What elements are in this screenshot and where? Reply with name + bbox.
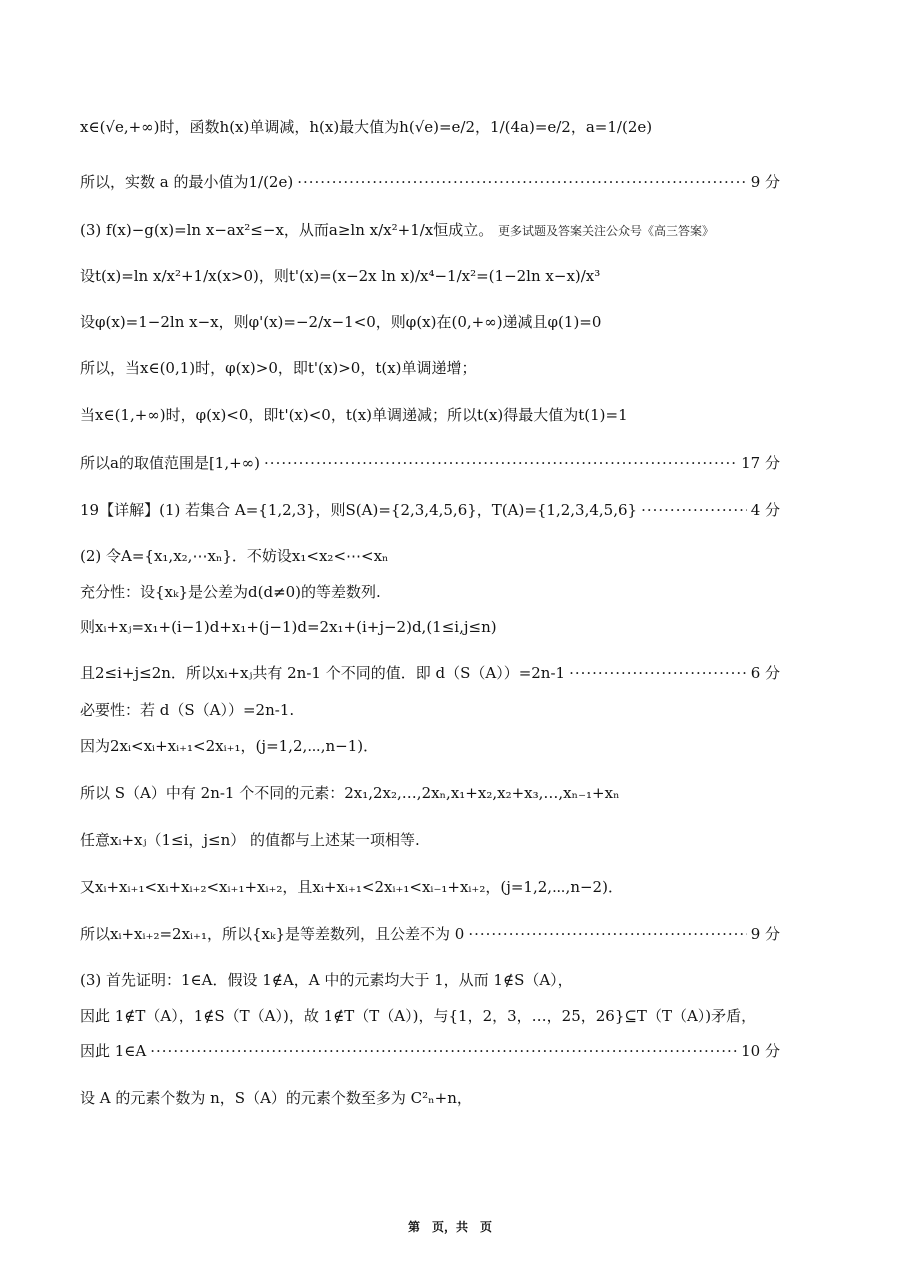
leader-dots (150, 1041, 737, 1061)
line-one-in-a: 因此 1∈A ····· 10 分 (80, 1041, 780, 1061)
leader-dots (468, 924, 746, 944)
score-label: 10 分 (741, 1042, 780, 1060)
line-because: 因为2xᵢ<xᵢ+xᵢ₊₁<2xᵢ₊₁，(j=1,2,⋯,n−1)． (80, 737, 379, 755)
line-distinct-values: 且2≤i+j≤2n．所以xᵢ+xⱼ共有 2n-1 个不同的值．即 d（S（A））=2n-1 ····· 6 分 (80, 663, 780, 683)
score-label: 9 分 (750, 925, 780, 943)
page-footer: 第 页，共 页 (407, 1220, 492, 1234)
leader-dots (641, 500, 747, 520)
line-t-derivative: 设t(x)=ln x/x²+1/x(x>0)，则t'(x)=(x−2x ln x)/x⁴−1/x²=(1−2ln x−x)/x³ (80, 267, 601, 285)
line-necessity: 必要性：若 d（S（A））=2n-1. (80, 701, 295, 719)
line-decreasing: 当x∈(1,+∞)时，φ(x)<0，即t'(x)<0，t(x)单调递减；所以t(x)得最大值为t(1)=1 (80, 406, 628, 424)
line-elements: 所以 S（A）中有 2n-1 个不同的元素：2x₁,2x₂,…,2xₙ,x₁+x₂,x₂+x₃,…,xₙ₋₁+xₙ (80, 784, 620, 802)
leader-dots (264, 453, 737, 473)
line-part3-condition: (3) f(x)−g(x)=ln x−ax²≤−x，从而a≥ln x/x²+1/x恒成立。 更多试题及答案关注公众号《高三答案》 (80, 221, 715, 239)
line-any-sum: 任意xᵢ+xⱼ（1≤i，j≤n） 的值都与上述某一项相等. (80, 831, 420, 849)
watermark-note: 更多试题及答案关注公众号《高三答案》 (498, 224, 715, 238)
line-increasing: 所以，当x∈(0,1)时，φ(x)>0，即t'(x)>0，t(x)单调递增； (80, 359, 477, 377)
score-label: 17 分 (741, 454, 780, 472)
score-label: 4 分 (750, 501, 780, 519)
line-a-range: 所以a的取值范围是[1,+∞) ····· 17 分 (80, 453, 780, 473)
line-contradiction: 因此 1∉T（A），1∉S（T（A）)，故 1∉T（T（A）)，与{1，2，3，…，25，26}⊆T（T（A）)矛盾， (80, 1007, 757, 1025)
line-element-count: 设 A 的元素个数为 n，S（A）的元素个数至多为 C²ₙ+n， (80, 1089, 472, 1107)
score-label: 6 分 (750, 664, 780, 682)
line-sufficiency: 充分性：设{xₖ}是公差为d(d≠0)的等差数列. (80, 583, 381, 601)
line-part3-proof: (3) 首先证明：1∈A．假设 1∉A，A 中的元素均大于 1，从而 1∉S（A）， (80, 971, 573, 989)
line-h-max: x∈(√e,+∞)时，函数h(x)单调减，h(x)最大值为h(√e)=e/2，1/(4a)=e/2，a=1/(2e) (80, 118, 653, 136)
leader-dots (569, 663, 747, 683)
line-arithmetic: 所以xᵢ+xᵢ₊₂=2xᵢ₊₁，所以{xₖ}是等差数列，且公差不为 0 ····· 9 分 (80, 924, 780, 944)
line-part2-set: (2) 令A={x₁,x₂,⋯xₙ}．不妨设x₁<x₂<⋯<xₙ (80, 547, 389, 565)
leader-dots (297, 172, 746, 192)
line-phi: 设φ(x)=1−2ln x−x，则φ'(x)=−2/x−1<0，则φ(x)在(0,+∞)递减且φ(1)=0 (80, 313, 602, 331)
line-a-min: 所以，实数 a 的最小值为1/(2e) ····· 9 分 (80, 172, 780, 192)
line-inequalities: 又xᵢ+xᵢ₊₁<xᵢ+xᵢ₊₂<xᵢ₊₁+xᵢ₊₂，且xᵢ+xᵢ₊₁<2xᵢ₊₁<xᵢ₋₁+xᵢ₊₂，(j=1,2,⋯,n−2)． (80, 878, 623, 896)
line-sum-expr: 则xᵢ+xⱼ=x₁+(i−1)d+x₁+(j−1)d=2x₁+(i+j−2)d,(1≤i,j≤n) (80, 618, 497, 636)
line-q19-part1: 19【详解】(1) 若集合 A={1,2,3}，则S(A)={2,3,4,5,6}，T(A)={1,2,3,4,5,6} ····· 4 分 (80, 500, 780, 520)
score-label: 9 分 (750, 173, 780, 191)
